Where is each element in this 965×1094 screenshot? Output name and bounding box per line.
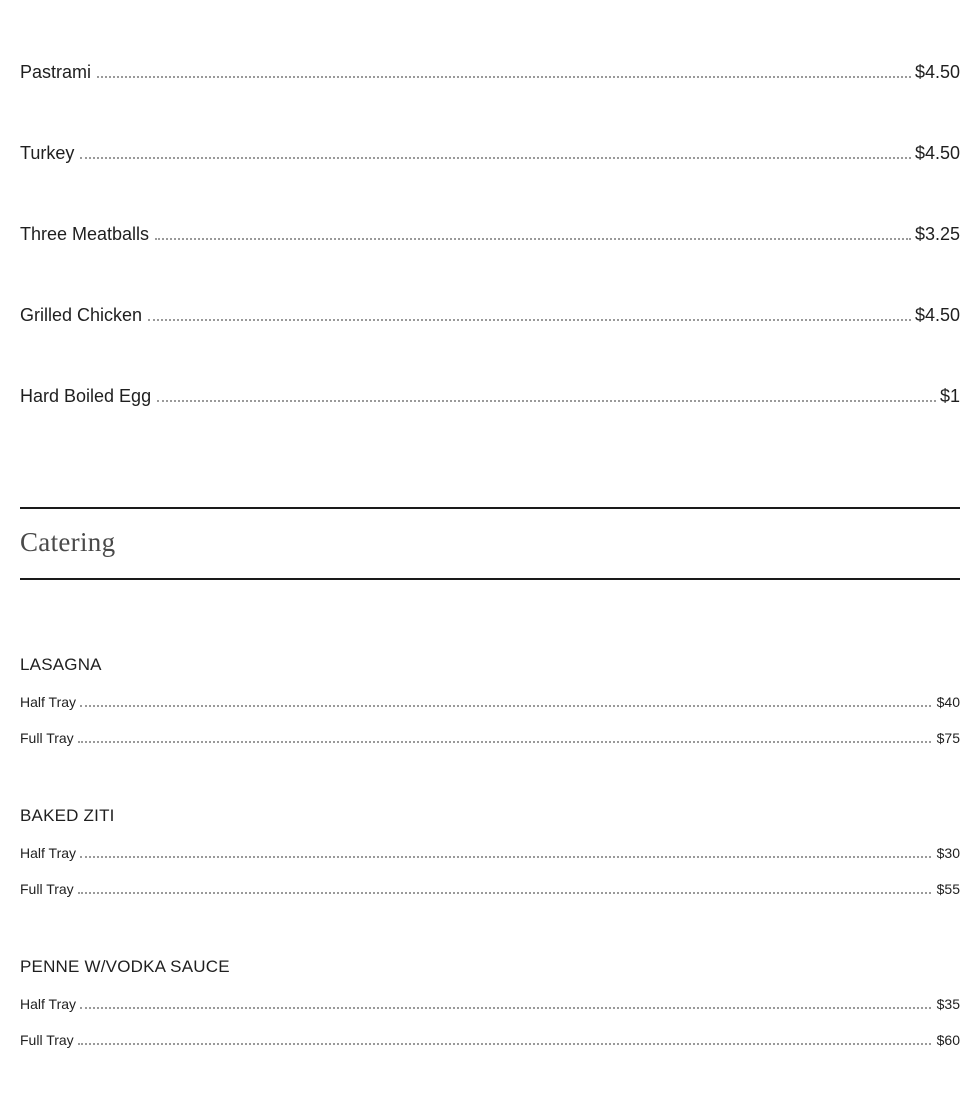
catering-option-name: Full Tray	[20, 1032, 74, 1048]
menu-item	[20, 59, 960, 83]
catering-option	[20, 842, 960, 862]
dot-leader	[78, 892, 931, 894]
menu-item	[20, 383, 960, 407]
catering-option-name: Full Tray	[20, 730, 74, 746]
catering-option-price: $30	[936, 845, 960, 861]
catering-option	[20, 878, 960, 898]
dot-leader	[78, 741, 931, 743]
menu-item	[20, 140, 960, 164]
dot-leader	[155, 238, 911, 240]
catering-option-price: $55	[936, 881, 960, 897]
catering-option-name: Half Tray	[20, 996, 77, 1012]
menu-item-name: Hard Boiled Egg	[20, 386, 152, 406]
catering-option	[20, 691, 960, 711]
menu-item-name: Turkey	[20, 143, 75, 163]
dot-leader	[97, 76, 911, 78]
catering-option-price: $75	[936, 730, 960, 746]
section-divider-bottom	[20, 578, 960, 580]
catering-group-title: LASAGNA	[20, 655, 102, 674]
menu-item-name: Pastrami	[20, 62, 92, 82]
menu-item-price: $1	[939, 386, 960, 406]
dot-leader	[148, 319, 911, 321]
menu-item-price: $4.50	[914, 305, 960, 325]
section-title: Catering	[20, 527, 116, 557]
menu-item	[20, 221, 960, 245]
catering-group-title: BAKED ZITI	[20, 806, 115, 825]
menu-item-price: $4.50	[914, 143, 960, 163]
dot-leader	[157, 400, 936, 402]
catering-option-name: Full Tray	[20, 881, 74, 897]
dot-leader	[80, 705, 931, 707]
menu-item-name: Three Meatballs	[20, 224, 150, 244]
catering-option	[20, 727, 960, 747]
menu-item-price: $3.25	[914, 224, 960, 244]
section-divider-top	[20, 507, 960, 509]
menu-item-price: $4.50	[914, 62, 960, 82]
catering-option-name: Half Tray	[20, 845, 77, 861]
catering-option	[20, 1029, 960, 1049]
dot-leader	[78, 1043, 931, 1045]
catering-option	[20, 993, 960, 1013]
catering-option-price: $35	[936, 996, 960, 1012]
menu-item-name: Grilled Chicken	[20, 305, 143, 325]
catering-option-name: Half Tray	[20, 694, 77, 710]
catering-option-price: $60	[936, 1032, 960, 1048]
catering-group-title: PENNE W/VODKA SAUCE	[20, 957, 230, 976]
dot-leader	[80, 856, 931, 858]
dot-leader	[80, 157, 911, 159]
catering-option-price: $40	[936, 694, 960, 710]
menu-item	[20, 302, 960, 326]
dot-leader	[80, 1007, 931, 1009]
